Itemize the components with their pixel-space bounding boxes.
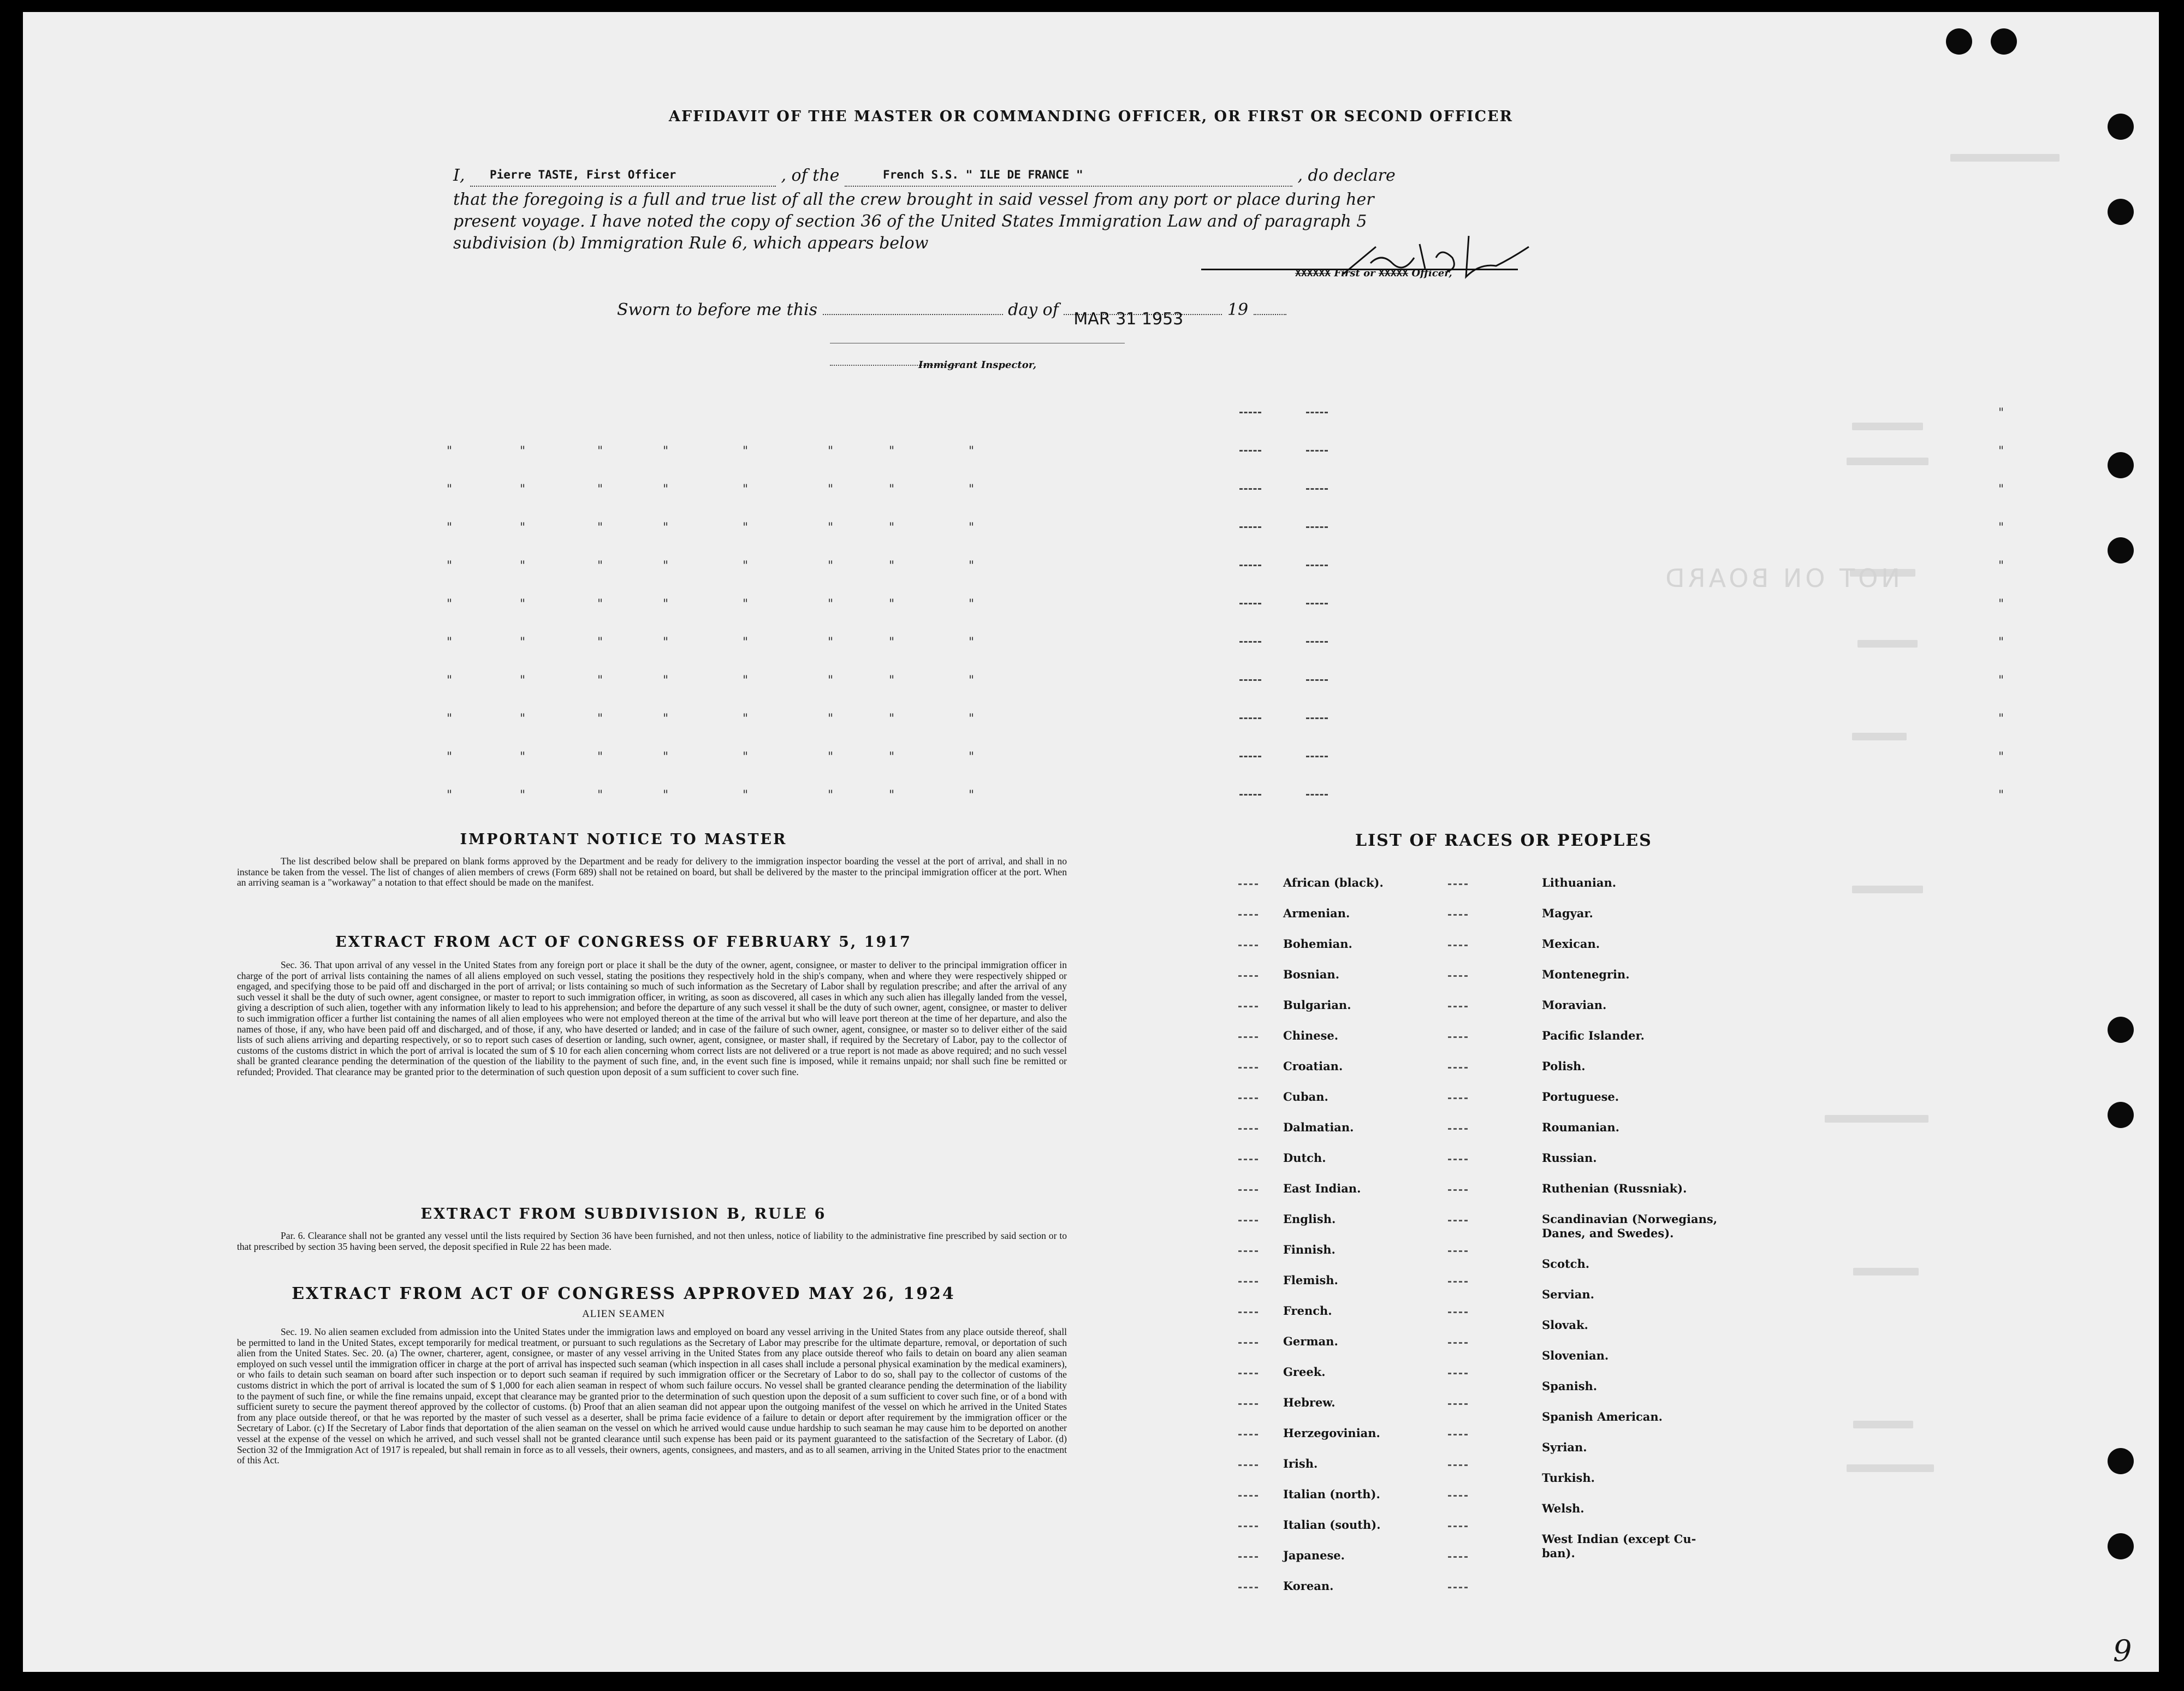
ditto-mark: " (520, 712, 526, 726)
dash-mark (1239, 679, 1261, 681)
ditto-mark: " (969, 674, 975, 687)
dash-mark (1238, 1128, 1258, 1130)
dash-mark (1239, 526, 1261, 528)
race-item: Lithuanian. (1542, 876, 1617, 889)
ditto-mark: " (969, 444, 975, 458)
extract-1917-text: Sec. 36. That upon arrival of any vessel in the United States from any foreign port or place it shall be the duty of the owner, agent, consignee, or master to deliver to the principal immigration officer in charge of the port of arrival lists containing the names of all aliens employed on such vessel, stating the positions they respectively hold in the ship's company, when and where they were respectively shipped or engaged, and specifying those to be paid off and discharged in the port of arrival; or lists containing so much of such information as the Secretary of Labor shall by regulation prescribe; and after the arrival of any such vessel it shall be the duty of such owner, agent consignee, or master to report to such immigration officer, in writing, as soon as discovered, all cases in which any such alien has illegally landed from the vessel, giving a description of such alien, together with any information likely to lead to his apprehension; and before the departure of any such vessel it shall be the duty of such owner, agent, consignee, or master to deliver to such immigration officer a further list containing the names of all alien employees who were not employed thereon at the time of the arrival but who will leave port thereon at the time of her departure, and also the names of those, if any, who have been paid off and discharged, and of those, if any, who have deserted or landed; and in case of the failure of such owner, agent, consignee, or master so to deliver either of the said lists of such aliens arriving and departing respectively, or so to report such cases of desertion or landing, such owner, agent, consignee, or master shall, if required by the Secretary of Labor, pay to the collector of customs of the customs district in which the port of arrival is located the sum of $ 10 for each alien concerning whom correct lists are not delivered or a true report is not made as above required; and no such vessel shall be granted clearance pending the determination of the question of the liability to the payment of such fine, and, in the event such fine is imposed, while it remains unpaid; nor shall such fine be remitted or refunded; Provided. That clearance may be granted prior to the determination of such question upon deposit of a sum sufficient to cover such fine. (237, 959, 1067, 1077)
dash-mark (1448, 1250, 1468, 1252)
ditto-mark: " (663, 750, 669, 764)
ditto-mark: " (663, 483, 669, 496)
punch-hole-icon (2108, 1102, 2134, 1128)
dash-mark (1238, 1220, 1258, 1221)
ditto-mark: " (889, 712, 895, 726)
dash-mark (1238, 1006, 1258, 1007)
dash-mark (1306, 641, 1328, 643)
dash-mark (1239, 756, 1261, 757)
race-item: Spanish. (1542, 1379, 1598, 1393)
race-item: Polish. (1542, 1059, 1586, 1073)
ditto-mark: " (743, 712, 749, 726)
decl-i: I, (453, 166, 465, 185)
ditto-mark: " (1998, 559, 2004, 573)
affidavit-form-sheet (23, 12, 2159, 1672)
dash-mark (1448, 1403, 1468, 1405)
dash-mark (1448, 975, 1468, 977)
ditto-mark: " (889, 483, 895, 496)
race-item: Turkish. (1542, 1471, 1595, 1485)
punch-hole-icon (2108, 199, 2134, 225)
dash-mark (1448, 1312, 1468, 1313)
dash-mark (1448, 1097, 1468, 1099)
ditto-mark: " (520, 636, 526, 649)
dash-mark (1448, 914, 1468, 916)
caption-struck-2: XXXXX (1378, 268, 1409, 279)
race-item: Italian (north). (1283, 1487, 1380, 1501)
race-item: Moravian. (1542, 998, 1607, 1012)
race-item: Italian (south). (1283, 1518, 1381, 1532)
dash-mark (1306, 794, 1328, 796)
ditto-mark: " (828, 483, 834, 496)
ditto-mark: " (969, 636, 975, 649)
dash-mark (1238, 1464, 1258, 1466)
dash-mark (1238, 1403, 1258, 1405)
caption-officer: Officer, (1411, 268, 1452, 279)
race-item: Slovak. (1542, 1318, 1588, 1332)
ditto-mark: " (447, 559, 453, 573)
notice-text: The list described below shall be prepared on blank forms approved by the Department and be ready for delivery to the immigration inspector boarding the vessel at the port of arrival, and shall in no instance be taken from the vessel. The list of changes of alien members of crews (Form 689) shall not be retained on board, but shall be delivered by the master to the principal immigration officer at the port. When an arriving seaman is a "workaway" a notation to that effect should be made on the manifest. (237, 856, 1067, 888)
dash-mark (1306, 450, 1328, 452)
race-item: Flemish. (1283, 1273, 1338, 1287)
bleed-through-text (1853, 1268, 1919, 1275)
punch-hole-icon (2108, 1533, 2134, 1559)
race-item: Welsh. (1542, 1502, 1584, 1515)
dash-mark (1448, 1495, 1468, 1497)
dash-mark (1448, 1526, 1468, 1527)
race-item: Irish. (1283, 1457, 1318, 1470)
ditto-mark: " (889, 521, 895, 535)
ditto-mark: " (520, 597, 526, 611)
dash-mark (1448, 1067, 1468, 1069)
ditto-mark: " (520, 483, 526, 496)
race-item: Bosnian. (1283, 968, 1340, 981)
race-item: German. (1283, 1334, 1338, 1348)
dash-mark (1306, 679, 1328, 681)
ditto-mark: " (889, 750, 895, 764)
race-item: Dutch. (1283, 1151, 1326, 1165)
ditto-mark: " (743, 483, 749, 496)
ditto-mark: " (520, 444, 526, 458)
dash-mark (1239, 488, 1261, 490)
punch-hole-icon (2108, 537, 2134, 563)
ditto-mark: " (1998, 597, 2004, 611)
race-item: Japanese. (1283, 1548, 1345, 1562)
ditto-mark: " (597, 712, 603, 726)
ditto-mark: " (663, 597, 669, 611)
extract-1924-subheading: ALIEN SEAMEN (582, 1308, 665, 1320)
bleed-through-text (1825, 1115, 1928, 1123)
race-item: Magyar. (1542, 906, 1593, 920)
dash-mark (1448, 1189, 1468, 1191)
ditto-mark: " (663, 674, 669, 687)
dash-mark (1448, 1373, 1468, 1374)
ditto-mark: " (663, 788, 669, 802)
dash-mark (1239, 412, 1261, 413)
decl-line-3: present voyage. I have noted the copy of section 36 of the United States Immigration Law and of paragraph 5 (453, 212, 1367, 231)
decl-of-the: , of the (781, 166, 840, 185)
race-item: Spanish American. (1542, 1410, 1663, 1423)
ditto-mark: " (447, 597, 453, 611)
ditto-mark: " (597, 597, 603, 611)
ditto-mark: " (743, 750, 749, 764)
ditto-mark: " (969, 712, 975, 726)
ditto-mark: " (969, 483, 975, 496)
race-item: Greek. (1283, 1365, 1326, 1379)
ditto-mark: " (1998, 750, 2004, 764)
dash-mark (1238, 975, 1258, 977)
punch-hole-icon (2108, 452, 2134, 478)
dash-mark (1238, 1556, 1258, 1558)
punch-hole-icon (2108, 1017, 2134, 1043)
ditto-mark: " (447, 483, 453, 496)
bleed-through-text (1853, 1421, 1913, 1428)
race-item: Syrian. (1542, 1440, 1587, 1454)
ditto-mark: " (743, 597, 749, 611)
sworn-day-field (823, 314, 1003, 315)
ditto-mark: " (597, 521, 603, 535)
ditto-mark: " (520, 559, 526, 573)
ditto-mark: " (597, 750, 603, 764)
dash-mark (1306, 717, 1328, 719)
ditto-mark: " (828, 674, 834, 687)
dash-mark (1448, 1159, 1468, 1160)
race-item: Bohemian. (1283, 937, 1352, 951)
dash-mark (1448, 1556, 1468, 1558)
ditto-mark: " (828, 636, 834, 649)
ditto-mark: " (743, 559, 749, 573)
race-item: Russian. (1542, 1151, 1597, 1165)
ditto-mark: " (447, 521, 453, 535)
ditto-mark: " (663, 521, 669, 535)
dash-mark (1238, 1036, 1258, 1038)
ditto-mark: " (828, 521, 834, 535)
ditto-mark: " (969, 521, 975, 535)
sworn-prefix: Sworn to before me this (617, 300, 818, 319)
dash-mark (1448, 1587, 1468, 1588)
race-item: Roumanian. (1542, 1120, 1619, 1134)
dash-mark (1238, 1189, 1258, 1191)
signature-caption (1295, 268, 1452, 279)
ditto-mark: " (520, 750, 526, 764)
dash-mark (1306, 756, 1328, 757)
ditto-mark: " (889, 597, 895, 611)
dash-mark (1448, 1006, 1468, 1007)
ditto-mark: " (743, 521, 749, 535)
race-item: African (black). (1283, 876, 1384, 889)
ditto-mark: " (889, 559, 895, 573)
dash-mark (1238, 945, 1258, 946)
dash-mark (1239, 794, 1261, 796)
race-item: Danes, and Swedes). (1542, 1226, 1674, 1240)
race-item: Dalmatian. (1283, 1120, 1354, 1134)
dash-mark (1306, 526, 1328, 528)
ditto-mark: " (663, 712, 669, 726)
race-item: Herzegovinian. (1283, 1426, 1380, 1440)
ditto-mark: " (828, 712, 834, 726)
inspector-caption: Immigrant Inspector, (918, 359, 1037, 371)
ditto-mark: " (743, 674, 749, 687)
dash-mark (1239, 603, 1261, 604)
race-item: Finnish. (1283, 1243, 1336, 1256)
dash-mark (1448, 945, 1468, 946)
dash-mark (1238, 883, 1258, 885)
dash-mark (1448, 1128, 1468, 1130)
ditto-mark: " (447, 444, 453, 458)
bleed-through-text (1847, 1464, 1934, 1472)
ditto-mark: " (1998, 788, 2004, 802)
ditto-mark: " (663, 636, 669, 649)
sworn-line (617, 300, 1286, 329)
ditto-mark: " (1998, 483, 2004, 496)
race-item: Korean. (1283, 1579, 1334, 1593)
ditto-mark: " (1998, 444, 2004, 458)
ditto-mark: " (1998, 636, 2004, 649)
extract-rule6-text: Par. 6. Clearance shall not be granted any vessel until the lists required by Section 36 have been furnished, and not then unless, notice of liability to the administrative fine prescribed by said section or to that prescribed by section 35 having been served, the deposit specified in Rule 22 has been made. (237, 1230, 1067, 1252)
ditto-mark: " (889, 444, 895, 458)
race-item: East Indian. (1283, 1182, 1361, 1195)
ditto-mark: " (969, 788, 975, 802)
officer-name: Pierre TASTE, First Officer (489, 168, 676, 181)
punch-hole-icon (1991, 28, 2017, 55)
race-item: Portuguese. (1542, 1090, 1619, 1103)
ditto-mark: " (663, 559, 669, 573)
bleed-through-text (1852, 733, 1907, 740)
dash-mark (1238, 1067, 1258, 1069)
dash-mark (1306, 488, 1328, 490)
race-item: Montenegrin. (1542, 968, 1630, 981)
extract-1924-text: Sec. 19. No alien seamen excluded from admission into the United States under the immigration laws and employed on board any vessel arriving in the United States from any place outside thereof, shall be permitted to land in the United States, except temporarily for medical treatment, or pursuant to such regulations as the Secretary of Labor may prescribe for the ultimate departure, removal, or deportation of such alien from the United States. Sec. 20. (a) The owner, charterer, agent, consignee, or master of any vessel arriving in the United States from any place outside thereof who fails to detain on board any alien seaman employed on such vessel until the immigration officer in charge at the port of arrival has inspected such seaman (which inspection in all cases shall include a personal physical examination by the medical examiners), or who fails to detain such seaman on board after such inspection or to deport such seaman if required by such immigration officer or the Secretary of Labor to do so, shall pay to the collector of customs of the customs district in which the port of arrival is located the sum of $ 1,000 for each alien seaman in respect of whom such failure occurs. No vessel shall be granted clearance pending the determination of the liability to the payment of such fine, or while the fine remains unpaid, except that clearance may be granted prior to the determination of such question upon the deposit of a sum sufficient to cover such fine, or of a bond with sufficient surety to secure the payment thereof approved by the collector of customs. (b) Proof that an alien seaman did not appear upon the outgoing manifest of the vessel on which he arrived in the United States from any place outside thereof, or that he was reported by the master of such vessel as a deserter, shall be prima facie evidence of a failure to detain or deport after requirement by the immigration officer or the Secretary of Labor. (c) If the Secretary of Labor finds that deportation of the alien seaman on the vessel on which he arrived would cause undue hardship to such seaman he may cause him to be deported on another vessel at the expense of the vessel on which he arrived, and such vessel shall not be granted clearance until such expense has been paid or its payment guaranteed to the satisfaction of the Secretary of Labor. (d) Section 32 of the Immigration Act of 1917 is repealed, but shall remain in force as to all vessels, their owners, agents, consignees, and masters, and as to all seamen, arriving in the United States prior to the enactment of this Act. (237, 1326, 1067, 1466)
race-item: Croatian. (1283, 1059, 1343, 1073)
bleed-through-text (1847, 458, 1928, 465)
dash-mark (1238, 1312, 1258, 1313)
races-heading: LIST OF RACES OR PEOPLES (1355, 831, 1652, 850)
race-item: Ruthenian (Russniak). (1542, 1182, 1687, 1195)
bleed-through-text (1852, 886, 1923, 893)
race-item: Armenian. (1283, 906, 1350, 920)
notice-heading: IMPORTANT NOTICE TO MASTER (460, 831, 787, 848)
decl-do-declare: , do declare (1297, 166, 1396, 185)
sworn-date-field (1064, 310, 1222, 329)
race-item: Hebrew. (1283, 1396, 1336, 1409)
bleed-through-not-on-board: NOT ON BOARD (1662, 563, 1900, 593)
ditto-mark: " (597, 674, 603, 687)
race-item: Pacific Islander. (1542, 1029, 1645, 1042)
dash-mark (1238, 1250, 1258, 1252)
ditto-mark: " (828, 559, 834, 573)
dash-mark (1238, 1495, 1258, 1497)
ditto-mark: " (969, 750, 975, 764)
dash-mark (1238, 1587, 1258, 1588)
dash-mark (1448, 1036, 1468, 1038)
ditto-mark: " (447, 750, 453, 764)
year-prefix: 19 (1227, 300, 1249, 319)
date-stamp: MAR 31 1953 (1073, 310, 1184, 329)
dash-mark (1238, 1097, 1258, 1099)
extract-rule6-heading: EXTRACT FROM SUBDIVISION B, RULE 6 (420, 1206, 827, 1223)
race-item: Slovenian. (1542, 1349, 1609, 1362)
ditto-mark: " (597, 788, 603, 802)
ditto-mark: " (889, 674, 895, 687)
ditto-mark: " (520, 674, 526, 687)
dash-mark (1238, 1281, 1258, 1283)
affidavit-title: AFFIDAVIT OF THE MASTER OR COMMANDING OFFICER, OR FIRST OR SECOND OFFICER (668, 108, 1514, 125)
punch-hole-icon (1946, 28, 1972, 55)
ditto-mark: " (828, 597, 834, 611)
dash-mark (1239, 641, 1261, 643)
ditto-mark: " (447, 636, 453, 649)
ditto-mark: " (828, 788, 834, 802)
race-item: West Indian (except Cu- (1542, 1532, 1696, 1546)
decl-line-2: that the foregoing is a full and true list of all the crew brought in said vessel from any port or place during her (453, 190, 1374, 209)
ditto-mark: " (597, 444, 603, 458)
ditto-mark: " (828, 750, 834, 764)
ditto-mark: " (828, 444, 834, 458)
ditto-mark: " (743, 444, 749, 458)
ditto-mark: " (1998, 712, 2004, 726)
ditto-mark: " (597, 559, 603, 573)
vessel-name: French S.S. " ILE DE FRANCE " (882, 168, 1083, 181)
dash-mark (1306, 565, 1328, 566)
race-item: French. (1283, 1304, 1332, 1318)
ditto-mark: " (520, 788, 526, 802)
dash-mark (1239, 565, 1261, 566)
dash-mark (1238, 914, 1258, 916)
ditto-mark: " (743, 788, 749, 802)
dash-mark (1448, 1281, 1468, 1283)
dash-mark (1448, 1220, 1468, 1221)
race-item: English. (1283, 1212, 1336, 1226)
bleed-through-text (1950, 154, 2060, 162)
decl-line-4: subdivision (b) Immigration Rule 6, which appears below (453, 234, 929, 253)
ditto-mark: " (743, 636, 749, 649)
ditto-mark: " (969, 559, 975, 573)
race-item: Chinese. (1283, 1029, 1339, 1042)
dash-mark (1448, 1434, 1468, 1435)
race-item: Servian. (1542, 1287, 1594, 1301)
caption-struck-1: XXXXXX (1295, 268, 1331, 279)
ditto-mark: " (1998, 674, 2004, 687)
ditto-mark: " (663, 444, 669, 458)
dash-mark (1448, 1342, 1468, 1344)
ditto-mark: " (969, 597, 975, 611)
ditto-mark: " (520, 521, 526, 535)
ditto-mark: " (447, 788, 453, 802)
ditto-mark: " (1998, 521, 2004, 535)
race-item: Bulgarian. (1283, 998, 1351, 1012)
officer-signature (1332, 225, 1540, 296)
race-item: Cuban. (1283, 1090, 1328, 1103)
ditto-mark: " (447, 712, 453, 726)
caption-first-or: First or (1334, 268, 1375, 279)
dash-mark (1448, 1464, 1468, 1466)
dash-mark (1238, 1434, 1258, 1435)
ditto-mark: " (889, 788, 895, 802)
race-item: Scotch. (1542, 1257, 1590, 1271)
race-item: Mexican. (1542, 937, 1600, 951)
ditto-mark: " (597, 483, 603, 496)
sworn-day-of: day of (1008, 300, 1059, 319)
vessel-field (845, 163, 1292, 187)
dash-mark (1306, 603, 1328, 604)
race-item: Scandinavian (Norwegians, (1542, 1212, 1718, 1226)
dash-mark (1238, 1159, 1258, 1160)
ditto-mark: " (1998, 406, 2004, 420)
dash-mark (1239, 717, 1261, 719)
year-field (1254, 314, 1286, 315)
extract-1924-heading: EXTRACT FROM ACT OF CONGRESS APPROVED MAY 26, 1924 (292, 1284, 956, 1303)
race-item: ban). (1542, 1546, 1575, 1560)
dash-mark (1238, 1342, 1258, 1344)
dash-mark (1238, 1526, 1258, 1527)
officer-name-field (470, 163, 776, 187)
dash-mark (1239, 450, 1261, 452)
extract-1917-heading: EXTRACT FROM ACT OF CONGRESS OF FEBRUARY 5, 1917 (335, 934, 912, 951)
ditto-mark: " (889, 636, 895, 649)
page-number: 9 (2113, 1634, 2132, 1668)
bleed-through-text (1852, 423, 1923, 430)
ditto-mark: " (597, 636, 603, 649)
punch-hole-icon (2108, 1448, 2134, 1474)
dash-mark (1448, 883, 1468, 885)
ditto-mark: " (447, 674, 453, 687)
dash-mark (1238, 1373, 1258, 1374)
dash-mark (1306, 412, 1328, 413)
bleed-through-text (1857, 640, 1918, 648)
